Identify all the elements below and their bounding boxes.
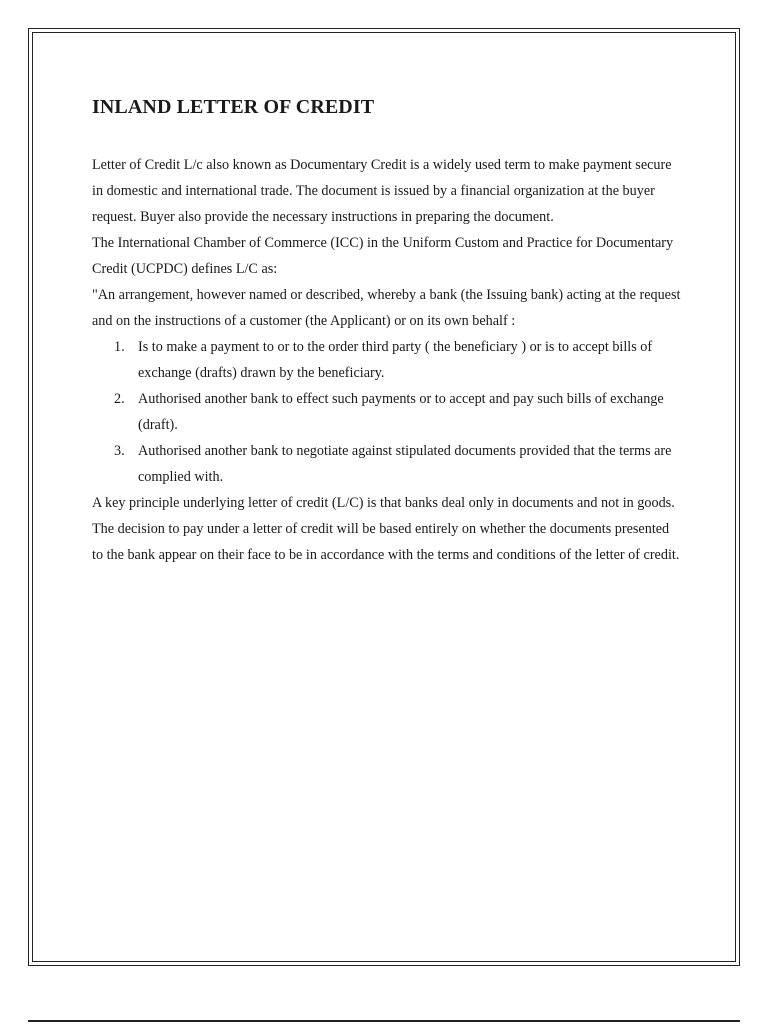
list-item-number: 1. (114, 339, 125, 355)
list-item (92, 438, 682, 490)
document-title: INLAND LETTER OF CREDIT (92, 96, 375, 118)
document-content (92, 90, 682, 568)
document-body (92, 152, 682, 568)
quote-paragraph: "An arrangement, however named or described, whereby a bank (the Issuing bank) acting at the request and on the instructions of a customer (the Applicant) or on its own behalf : (92, 287, 681, 329)
list-item-text: Is to make a payment to or to the order third party ( the beneficiary ) or is to accept bills of exchange (drafts) drawn by the beneficiary. (138, 339, 653, 381)
principle-paragraph: A key principle underlying letter of credit (L/C) is that banks deal only in documents and not in goods. The decision to pay under a letter of credit will be based entirely on whether the documents presented to the bank appear on their face to be in accordance with the terms and conditions of the letter of credit. (92, 495, 680, 563)
list-item (92, 334, 682, 386)
icc-paragraph: The International Chamber of Commerce (ICC) in the Uniform Custom and Practice for Documentary Credit (UCPDC) defines L/C as: (92, 235, 674, 277)
bottom-rule (28, 1020, 740, 1022)
list-item-number: 3. (114, 443, 125, 459)
list-item-number: 2. (114, 391, 125, 407)
list-item-text: Authorised another bank to effect such payments or to accept and pay such bills of exchange (draft). (138, 391, 664, 433)
list-item-text: Authorised another bank to negotiate against stipulated documents provided that the terms are complied with. (138, 443, 672, 485)
list-item (92, 386, 682, 438)
intro-paragraph: Letter of Credit L/c also known as Documentary Credit is a widely used term to make payment secure in domestic and international trade. The document is issued by a financial organization at the buyer request. Buyer also provide the necessary instructions in preparing the document. (92, 157, 672, 225)
definition-list (92, 334, 682, 490)
